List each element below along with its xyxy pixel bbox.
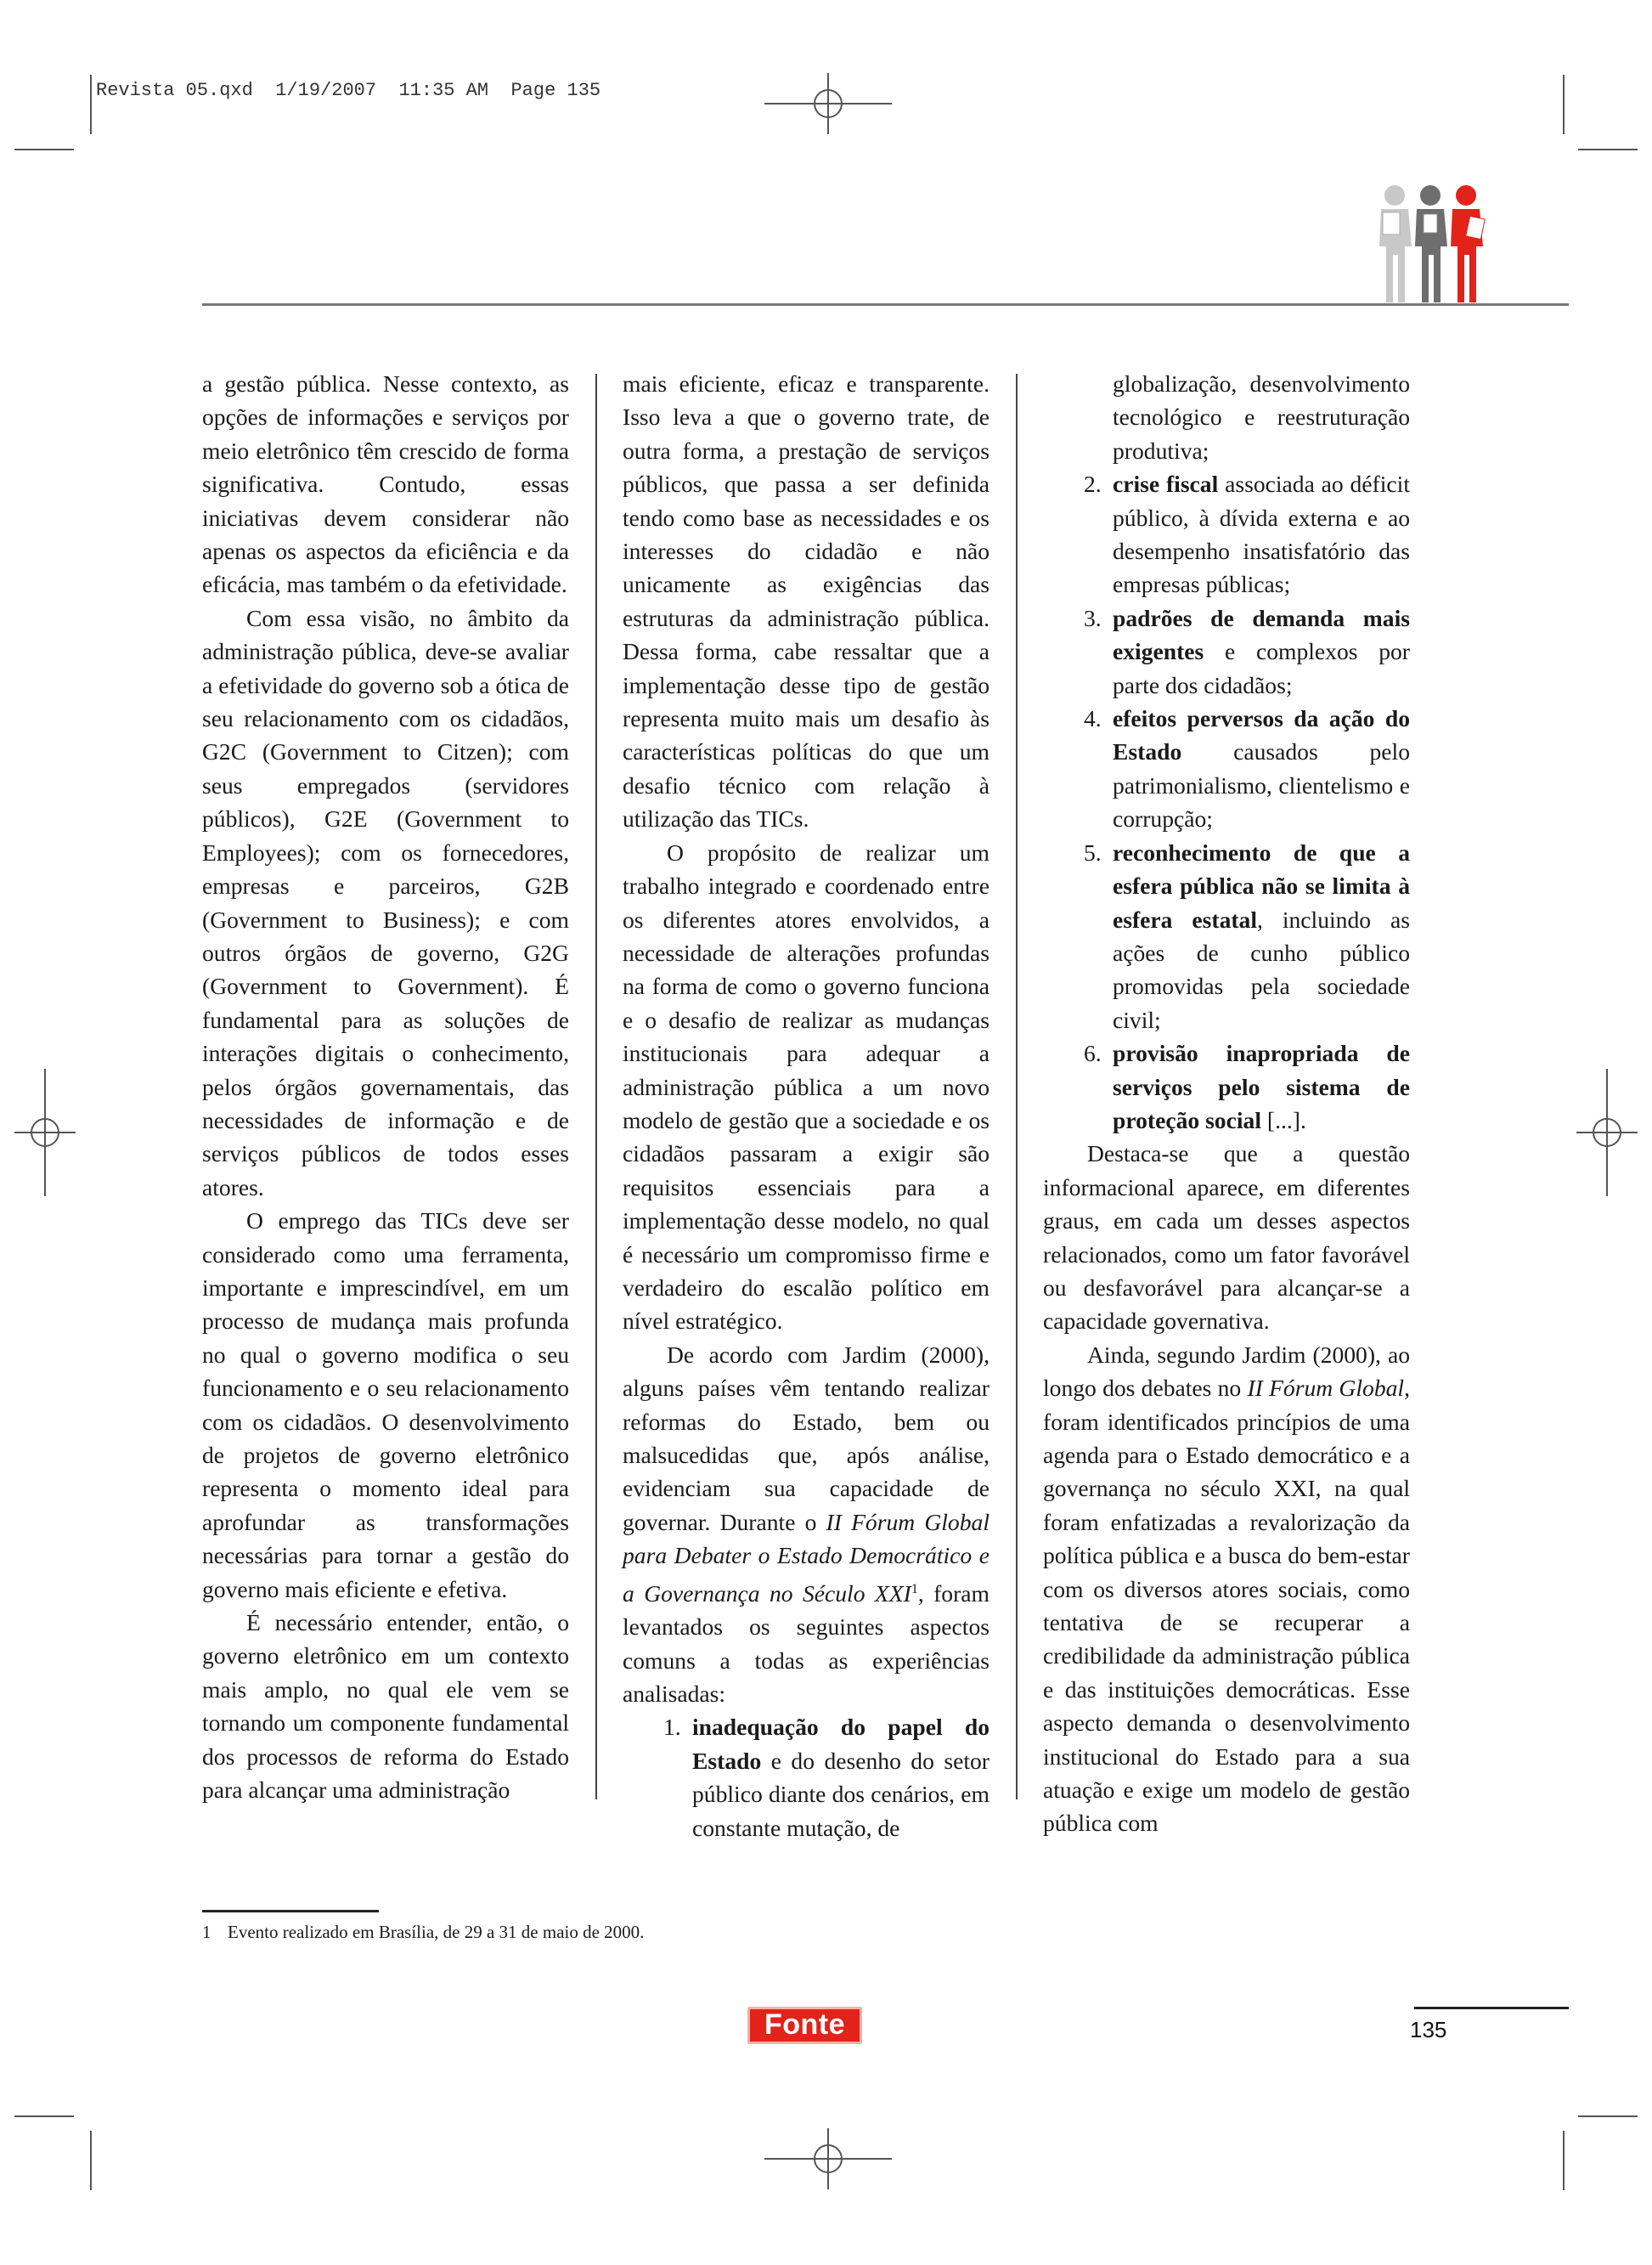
header-rule bbox=[202, 303, 1569, 306]
list-item-text: associada ao déficit público, à dívida externa e ao desempenho insatisfatório das empresas públicas; bbox=[1113, 471, 1410, 598]
paragraph: Destaca-se que a questão informacional aparece, em diferentes graus, em cada um desses aspectos relacionados, como um fator favorável ou desfavorável para alcançar-se a capacidade governativa. bbox=[1043, 1140, 1410, 1335]
people-figures-icon bbox=[1374, 184, 1493, 304]
list-number: 1. bbox=[663, 1714, 681, 1741]
registration-mark-right bbox=[1576, 1069, 1638, 1196]
list-item-heading: provisão inapropriada de serviços pelo sistema de proteção social bbox=[1113, 1040, 1410, 1133]
column-divider bbox=[595, 374, 597, 1799]
list-item bbox=[1043, 1036, 1410, 1137]
text-column-1 bbox=[202, 367, 569, 1806]
crop-mark bbox=[14, 2115, 74, 2117]
fonte-logo-text: Fonte bbox=[764, 2008, 846, 2041]
paragraph-text: , foram identificados princípios de uma agenda para o Estado democrático e a governança no século XXI, na qual foram enfatizadas a revalorização da política pública e a busca do bem-estar com os diversos atores sociais, como tentativa de se recuperar a credibilidade da administração pública e das instituições democráticas. Esse aspecto demanda o desenvolvimento institucional do Estado para a sua atuação e exige um modelo de gestão pública com bbox=[1043, 1375, 1410, 1837]
page-number-rule bbox=[1414, 2007, 1569, 2009]
list-number: 5. bbox=[1084, 839, 1102, 866]
list-item bbox=[1043, 602, 1410, 702]
crop-mark bbox=[1578, 149, 1638, 150]
paragraph bbox=[1043, 1338, 1410, 1840]
paragraph-text: Ainda, segundo Jardim (2000), ao longo dos debates no bbox=[1043, 1341, 1410, 1402]
text-column-2 bbox=[623, 367, 990, 1844]
paragraph: O propósito de realizar um trabalho integrado e coordenado entre os diferentes atores envolvidos, a necessidade de alterações profundas na forma de como o governo funciona e o desafio de realizar as mudanças institucionais para adequar a administração pública a um novo modelo de gestão que a sociedade e os cidadãos passaram a exigir são requisitos essenciais para a implementação desse modelo, no qual é necessário um compromisso firme e verdadeiro do escalão político em nível estratégico. bbox=[623, 839, 990, 1335]
fonte-logo bbox=[747, 2007, 862, 2044]
paragraph-text: , foram levantados os seguintes aspectos comuns a todas as experiências analisadas: bbox=[623, 1579, 990, 1708]
list-item-text: e do desenho do setor público diante dos cenários, em constante mutação, de bbox=[692, 1747, 990, 1841]
paragraph: a gestão pública. Nesse contexto, as opções de informações e serviços por meio eletrônico têm crescido de forma significativa. Contudo, essas iniciativas devem considerar não apenas os aspectos da eficiência e da eficácia, mas também o da efetividade. bbox=[202, 370, 569, 598]
list-number: 4. bbox=[1084, 705, 1102, 732]
event-title: II Fórum Global bbox=[1247, 1375, 1405, 1402]
crop-mark bbox=[90, 75, 92, 134]
printer-slug: Revista 05.qxd 1/19/2007 11:35 AM Page 135 bbox=[96, 80, 601, 101]
list-item-continuation: globalização, desenvolvimento tecnológico e reestruturação produtiva; bbox=[1113, 370, 1410, 464]
list-item bbox=[1043, 836, 1410, 1036]
crop-mark bbox=[1563, 75, 1565, 134]
list-item-heading: reconhecimento de que a esfera pública não se limita à esfera estatal bbox=[1113, 839, 1410, 933]
list-number: 6. bbox=[1084, 1040, 1102, 1067]
list-number: 2. bbox=[1084, 471, 1102, 498]
paragraph: Com essa visão, no âmbito da administração pública, deve-se avaliar a efetividade do governo sob a ótica de seu relacionamento com os cidadãos, G2C (Government to Citzen); com seus empregados (servidores públicos), G2E (Government to Employees); com os fornecedores, empresas e parceiros, G2B (Government to Business); e com outros órgãos de governo, G2G (Government to Government). É fundamental para as soluções de interações digitais o conhecimento, pelos órgãos governamentais, das necessidades de informação e de serviços públicos de todos esses atores. bbox=[202, 604, 569, 1200]
text-column-3 bbox=[1043, 367, 1410, 1840]
footnote-rule bbox=[202, 1910, 379, 1912]
list-number: 3. bbox=[1084, 604, 1102, 631]
list-item-text: e complexos por parte dos cidadãos; bbox=[1113, 638, 1410, 698]
footnote-text: Evento realizado em Brasília, de 29 a 31 de maio de 2000. bbox=[228, 1922, 645, 1942]
list-item bbox=[1043, 467, 1410, 602]
list-item-heading: inadequação do papel do Estado bbox=[692, 1714, 990, 1774]
crop-mark bbox=[14, 149, 74, 150]
list-item-heading: crise fiscal bbox=[1113, 471, 1219, 498]
footnote-number: 1 bbox=[202, 1922, 211, 1942]
paragraph: O emprego das TICs deve ser considerado como uma ferramenta, importante e imprescindível, em um processo de mudança mais profunda no qual o governo modifica o seu funcionamento e o seu relacionamento com os cidadãos. O desenvolvimento de projetos de governo eletrônico representa o momento ideal para aprofundar as transformações necessárias para tornar a gestão do governo mais eficiente e efetiva. bbox=[202, 1207, 569, 1602]
list-item-text: , incluindo as ações de cunho público promovidas pela sociedade civil; bbox=[1113, 906, 1410, 1033]
paragraph bbox=[623, 1338, 990, 1711]
crop-mark bbox=[1563, 2131, 1565, 2190]
paragraph: É necessário entender, então, o governo eletrônico em um contexto mais amplo, no qual ele vem se tornando um componente fundamental dos processos de reforma do Estado para alcançar uma administração bbox=[202, 1609, 569, 1804]
registration-mark-bottom bbox=[764, 2128, 892, 2189]
crop-mark bbox=[90, 2131, 92, 2190]
event-title: II Fórum Global para Debater o Estado Democrático e a Governança no Século XXI bbox=[623, 1508, 990, 1607]
list-item bbox=[623, 1710, 990, 1844]
aspects-list bbox=[623, 1710, 990, 1844]
list-item-heading: padrões de demanda mais exigentes bbox=[1113, 604, 1410, 665]
registration-mark-left bbox=[14, 1069, 76, 1196]
list-item bbox=[1043, 702, 1410, 836]
column-divider bbox=[1016, 374, 1018, 1799]
aspects-list bbox=[1043, 467, 1410, 1137]
list-item-text: [...]. bbox=[1260, 1106, 1306, 1133]
crop-mark bbox=[1578, 2115, 1638, 2117]
list-item-heading: efeitos perversos da ação do Estado bbox=[1113, 705, 1410, 765]
footnote bbox=[202, 1922, 644, 1943]
list-item-text: causados pelo patrimonialismo, clientelismo e corrupção; bbox=[1113, 738, 1410, 833]
paragraph-text: De acordo com Jardim (2000), alguns países vêm tentando realizar reformas do Estado, bem ou malsucedidas que, após análise, evidenciam sua capacidade de governar. Durante o bbox=[623, 1341, 990, 1535]
page-number: 135 bbox=[1410, 2017, 1447, 2042]
registration-mark-top bbox=[764, 73, 892, 134]
paragraph: mais eficiente, eficaz e transparente. Isso leva a que o governo trate, de outra forma, a prestação de serviços públicos, que passa a ser definida tendo como base as necessidades e os interesses do cidadão e não unicamente as exigências das estruturas da administração pública. Dessa forma, cabe ressaltar que a implementação desse tipo de gestão representa muito mais um desafio às características políticas do que um desafio técnico com relação à utilização das TICs. bbox=[623, 370, 990, 833]
footnote-ref: 1 bbox=[911, 1581, 918, 1596]
